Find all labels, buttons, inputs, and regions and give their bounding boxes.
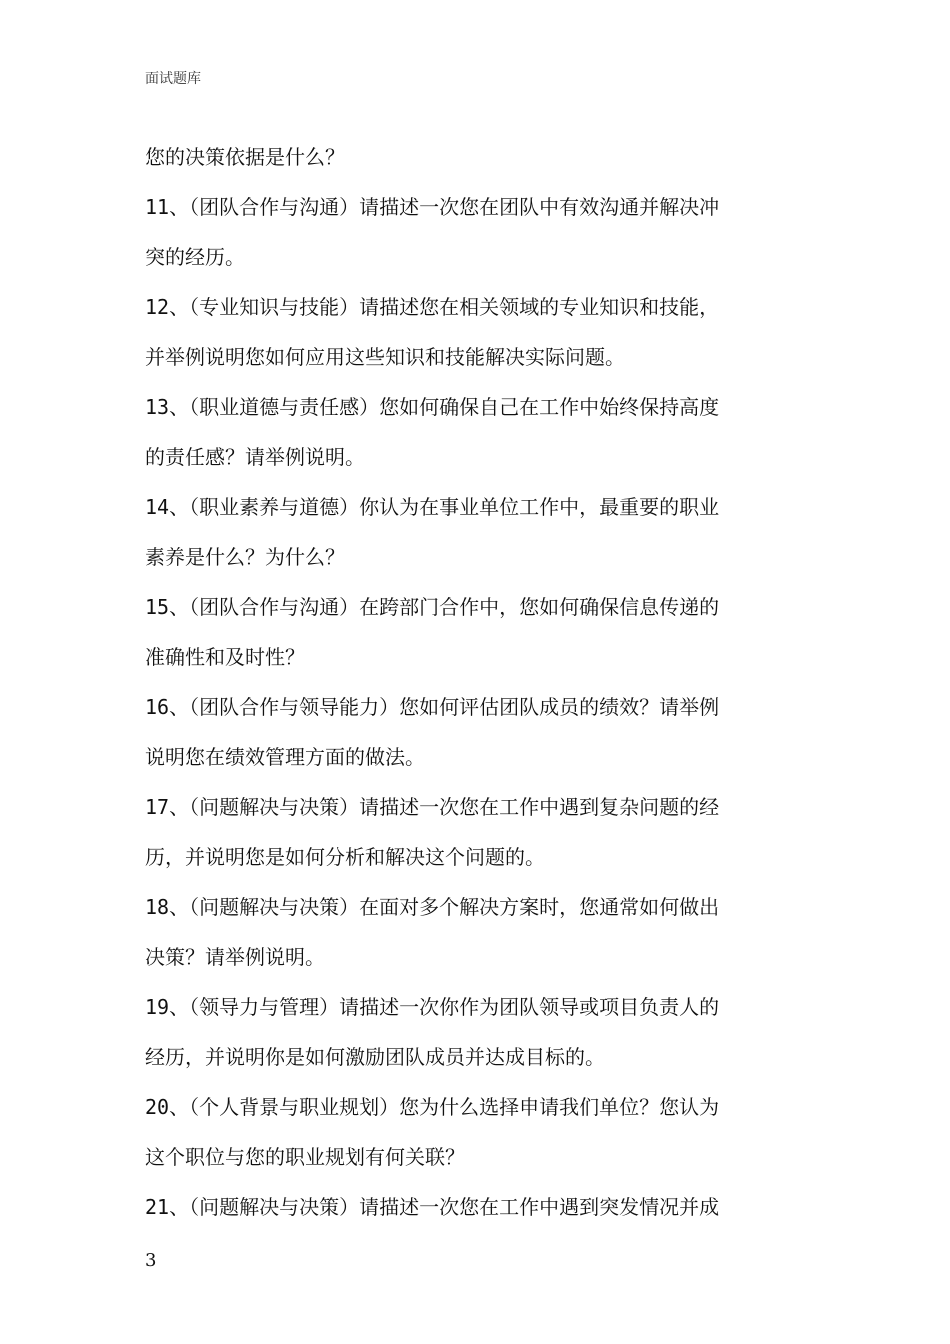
- text-line: 历，并说明您是如何分析和解决这个问题的。: [145, 845, 545, 869]
- text-line: 17、（问题解决与决策）请描述一次您在工作中遇到复杂问题的经: [145, 795, 720, 819]
- page-number: 3: [145, 1250, 157, 1271]
- text-line: 20、（个人背景与职业规划）您为什么选择申请我们单位？您认为: [145, 1095, 720, 1119]
- document-body: [145, 132, 810, 1232]
- text-line: 13、（职业道德与责任感）您如何确保自己在工作中始终保持高度: [145, 395, 720, 419]
- text-line: 决策？请举例说明。: [145, 945, 325, 969]
- text-line: 11、（团队合作与沟通）请描述一次您在团队中有效沟通并解决冲: [145, 195, 720, 219]
- text-line: 12、（专业知识与技能）请描述您在相关领域的专业知识和技能，: [145, 295, 720, 319]
- text-line: 16、（团队合作与领导能力）您如何评估团队成员的绩效？请举例: [145, 695, 720, 719]
- text-line: 说明您在绩效管理方面的做法。: [145, 745, 425, 769]
- text-line: 并举例说明您如何应用这些知识和技能解决实际问题。: [145, 345, 625, 369]
- text-line: 18、（问题解决与决策）在面对多个解决方案时，您通常如何做出: [145, 895, 720, 919]
- text-line: 这个职位与您的职业规划有何关联？: [145, 1145, 465, 1169]
- text-line: 14、（职业素养与道德）你认为在事业单位工作中，最重要的职业: [145, 495, 720, 519]
- text-line: 15、（团队合作与沟通）在跨部门合作中，您如何确保信息传递的: [145, 595, 720, 619]
- text-line: 准确性和及时性？: [145, 645, 305, 669]
- text-line: 经历，并说明你是如何激励团队成员并达成目标的。: [145, 1045, 605, 1069]
- page-header-title: 面试题库: [145, 71, 201, 87]
- text-line: 突的经历。: [145, 245, 245, 269]
- text-line: 19、（领导力与管理）请描述一次你作为团队领导或项目负责人的: [145, 995, 720, 1019]
- text-line: 素养是什么？为什么？: [145, 545, 345, 569]
- text-line: 的责任感？请举例说明。: [145, 445, 365, 469]
- text-line: 21、（问题解决与决策）请描述一次您在工作中遇到突发情况并成: [145, 1195, 720, 1219]
- text-line: 您的决策依据是什么？: [145, 145, 345, 169]
